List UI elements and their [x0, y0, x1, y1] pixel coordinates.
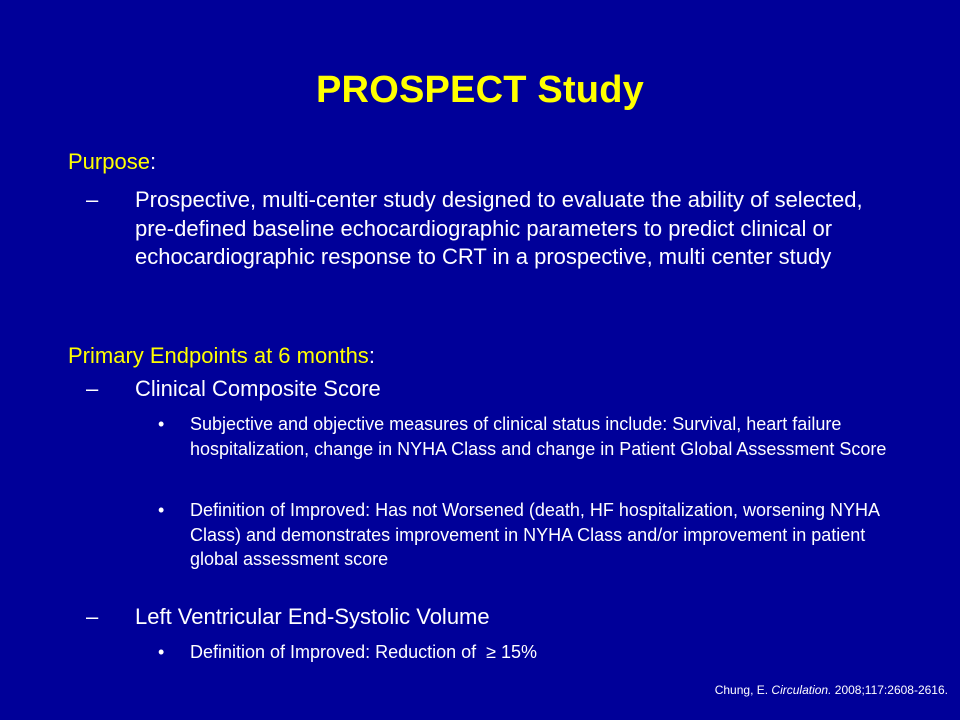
- citation: [715, 682, 948, 698]
- citation-details: 2008;117:2608-2616.: [831, 683, 948, 697]
- purpose-text: Prospective, multi-center study designed to evaluate the ability of selected, pre-defined baseline echocardiographic parameters to predict clinical or echocardiographic response to CRT in a prospective, multi center study: [135, 187, 863, 269]
- citation-authors: Chung, E.: [714, 683, 772, 697]
- purpose-dash: –: [86, 187, 99, 212]
- purpose-heading-label: Purpose: [68, 149, 150, 174]
- endpoint-clinical-composite: Clinical Composite Score: [135, 376, 381, 401]
- bullet-marker: •: [158, 414, 165, 434]
- endpoint-dash: –: [86, 376, 99, 401]
- endpoint-dash: –: [86, 604, 99, 629]
- bullet-lvesv-improved-definition: Definition of Improved: Reduction of ≥ 15%: [190, 642, 538, 662]
- bullet-marker: •: [158, 642, 165, 662]
- purpose-heading-colon: :: [149, 149, 157, 174]
- bullet-marker: •: [158, 500, 165, 520]
- bullet-clinical-measures: Subjective and objective measures of clinical status include: Survival, heart failure hospitalization, change in NYHA Class and change in Patient Global Assessment Score: [190, 414, 887, 459]
- endpoints-heading-label: Primary Endpoints at 6 months: [68, 343, 369, 368]
- endpoint-lvesv: Left Ventricular End-Systolic Volume: [135, 604, 490, 629]
- bullet-clinical-improved-definition: Definition of Improved: Has not Worsened (death, HF hospitalization, worsening NYHA Class) and demonstrates improvement in NYHA Class and/or improvement in patient global assessment score: [190, 500, 880, 569]
- endpoints-heading-colon: :: [368, 343, 375, 368]
- endpoints-heading: [68, 342, 375, 370]
- slide-title: PROSPECT Study: [316, 69, 644, 111]
- purpose-heading: [68, 148, 156, 176]
- citation-journal: Circulation.: [771, 683, 832, 697]
